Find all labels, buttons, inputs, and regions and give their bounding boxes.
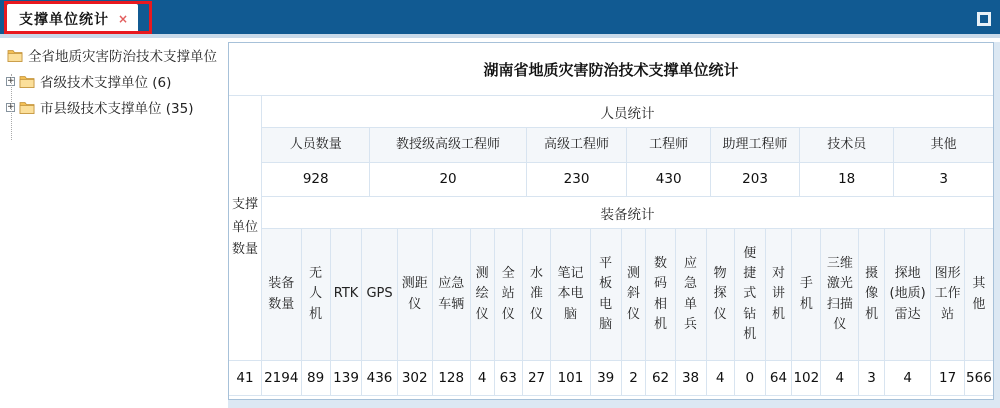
equipment-value-cell: 302 [398, 361, 433, 395]
stat-table [229, 43, 993, 396]
equipment-col-header: 应急车辆 [433, 229, 471, 360]
equipment-col-header: 全站仪 [495, 229, 523, 360]
equipment-col-header: RTK [331, 229, 363, 360]
expand-plus-icon[interactable]: + [7, 75, 15, 86]
equipment-value-cell: 2194 [262, 361, 302, 395]
personnel-values-row [262, 163, 993, 197]
equipment-col-header: 便捷式钻机 [735, 229, 766, 360]
equipment-col-header: 三维激光扫描仪 [821, 229, 859, 360]
folder-icon [19, 75, 35, 88]
personnel-group-header: 人员统计 [262, 96, 993, 128]
equipment-column-headers [262, 229, 993, 360]
equipment-col-header: 装备数量 [262, 229, 302, 360]
equipment-col-header: 测距仪 [398, 229, 433, 360]
equipment-col-header: 平板电脑 [591, 229, 622, 360]
equipment-value-cell: 4 [821, 361, 859, 395]
personnel-column-headers [262, 128, 993, 163]
tree-item-0[interactable] [0, 42, 228, 68]
unit-tree-sidebar [0, 42, 228, 408]
equipment-value-cell: 128 [433, 361, 471, 395]
equipment-group-header: 装备统计 [262, 197, 993, 229]
equipment-col-header: 手机 [792, 229, 821, 360]
equipment-value-cell: 2 [622, 361, 647, 395]
personnel-value-cell: 230 [527, 163, 628, 196]
equipment-value-cell: 64 [766, 361, 793, 395]
equipment-value-cell: 102 [792, 361, 821, 395]
personnel-col-header: 助理工程师 [711, 128, 800, 162]
equipment-col-header: 数码相机 [646, 229, 675, 360]
tree-list [0, 42, 228, 120]
folder-icon [19, 101, 35, 114]
expand-plus-icon[interactable]: + [7, 101, 15, 112]
personnel-value-cell: 203 [711, 163, 800, 196]
equipment-value-cell: 566 [965, 361, 993, 395]
tree-item-1[interactable] [0, 68, 228, 94]
content-panel [228, 42, 994, 400]
equipment-value-cell: 62 [646, 361, 675, 395]
equipment-col-header: 无人机 [302, 229, 331, 360]
equipment-value-cell: 139 [331, 361, 363, 395]
personnel-value-cell: 928 [262, 163, 370, 196]
personnel-col-header: 人员数量 [262, 128, 370, 162]
table-footer-row [229, 361, 993, 396]
top-tab-bar [0, 0, 1000, 38]
equipment-col-header: 测绘仪 [471, 229, 495, 360]
equipment-value-cell: 89 [302, 361, 331, 395]
equipment-value-cell: 0 [735, 361, 766, 395]
personnel-value-cell: 430 [627, 163, 711, 196]
tree-item-label: 市县级技术支撑单位 (35) [40, 101, 194, 117]
personnel-value-cell: 3 [894, 163, 993, 196]
equipment-col-header: GPS [362, 229, 397, 360]
equipment-col-header: 其他 [965, 229, 993, 360]
personnel-col-header: 高级工程师 [527, 128, 628, 162]
equipment-value-cell: 4 [885, 361, 931, 395]
personnel-col-header: 技术员 [800, 128, 894, 162]
equipment-col-header: 图形工作站 [931, 229, 964, 360]
personnel-value-cell: 20 [370, 163, 526, 196]
table-main [262, 96, 993, 360]
row-label-support-unit-count: 支撑单位数量 [229, 96, 262, 360]
equipment-col-header: 测斜仪 [622, 229, 647, 360]
tree-item-2[interactable] [0, 94, 228, 120]
equipment-value-cell: 4 [471, 361, 495, 395]
equipment-value-cell: 17 [931, 361, 964, 395]
equipment-value-cell: 27 [523, 361, 551, 395]
table-body [229, 96, 993, 361]
table-title: 湖南省地质灾害防治技术支撑单位统计 [229, 43, 993, 96]
tab-support-unit-stats[interactable] [7, 4, 138, 34]
equipment-value-cell: 101 [551, 361, 591, 395]
equipment-col-header: 对讲机 [766, 229, 793, 360]
personnel-col-header: 教授级高级工程师 [370, 128, 526, 162]
equipment-value-cell: 63 [495, 361, 523, 395]
personnel-value-cell: 18 [800, 163, 894, 196]
equipment-col-header: 摄像机 [859, 229, 885, 360]
equipment-col-header: 水准仪 [523, 229, 551, 360]
equipment-value-cell: 39 [591, 361, 622, 395]
equipment-col-header: 笔记本电脑 [551, 229, 591, 360]
folder-icon [7, 49, 23, 62]
equipment-value-cell: 4 [707, 361, 735, 395]
maximize-icon[interactable] [977, 12, 991, 26]
tab-label: 支撑单位统计 [19, 12, 109, 28]
equipment-col-header: 探地(地质)雷达 [885, 229, 931, 360]
equipment-col-header: 物探仪 [707, 229, 735, 360]
equipment-value-cell: 3 [859, 361, 885, 395]
equipment-value-cell: 38 [676, 361, 707, 395]
tree-item-label: 全省地质灾害防治技术支撑单位 [28, 49, 217, 65]
unit-count-cell: 41 [229, 361, 262, 395]
tab-close-icon[interactable]: × [118, 12, 129, 26]
personnel-col-header: 其他 [894, 128, 993, 162]
equipment-values-row [262, 361, 993, 395]
equipment-col-header: 应急单兵 [676, 229, 707, 360]
personnel-col-header: 工程师 [627, 128, 711, 162]
tree-connector-line [11, 74, 12, 140]
tree-item-label: 省级技术支撑单位 (6) [40, 75, 172, 91]
equipment-value-cell: 436 [362, 361, 397, 395]
